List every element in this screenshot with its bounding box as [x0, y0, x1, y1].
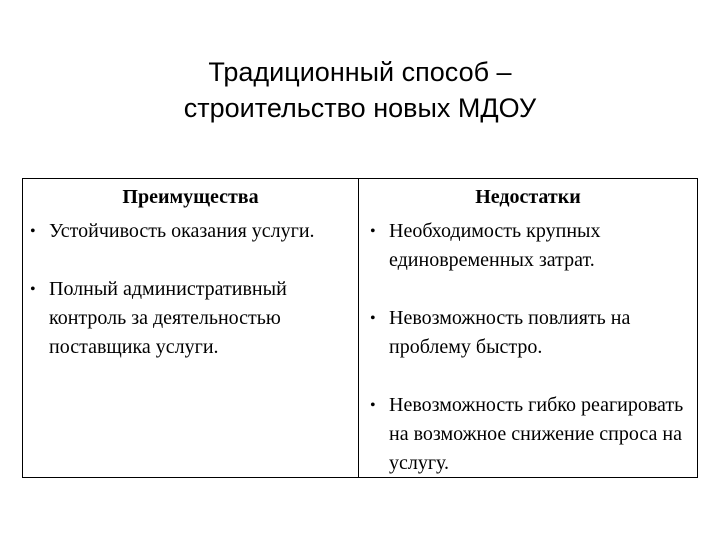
- disadvantages-header: Недостатки: [475, 186, 581, 208]
- slide-title-line-2: строительство новых МДОУ: [183, 93, 537, 123]
- list-item: [367, 391, 691, 478]
- list-item: [367, 217, 691, 275]
- list-item: [367, 304, 691, 362]
- bullet-icon: •: [30, 281, 36, 298]
- list-item: [27, 275, 352, 362]
- comparison-table: [22, 178, 698, 478]
- advantage-text: Полный административный контроль за деятельностью поставщика услуги.: [49, 278, 287, 358]
- advantages-column: [23, 179, 358, 477]
- bullet-icon: •: [370, 310, 376, 327]
- slide-title: [0, 54, 720, 126]
- disadvantage-text: Невозможность гибко реагировать на возможное снижение спроса на услугу.: [389, 394, 684, 474]
- bullet-icon: •: [30, 223, 36, 240]
- disadvantages-list: [367, 217, 691, 478]
- bullet-icon: •: [370, 223, 376, 240]
- advantage-text: Устойчивость оказания услуги.: [49, 220, 315, 242]
- bullet-icon: •: [370, 397, 376, 414]
- disadvantage-text: Необходимость крупных единовременных затрат.: [389, 220, 601, 271]
- advantages-list: [27, 217, 352, 362]
- slide-title-line-1: Традиционный способ –: [208, 57, 512, 87]
- advantages-header: Преимущества: [122, 186, 259, 208]
- disadvantage-text: Невозможность повлиять на проблему быстро.: [389, 307, 631, 358]
- disadvantages-column: [359, 179, 697, 477]
- list-item: [27, 217, 352, 246]
